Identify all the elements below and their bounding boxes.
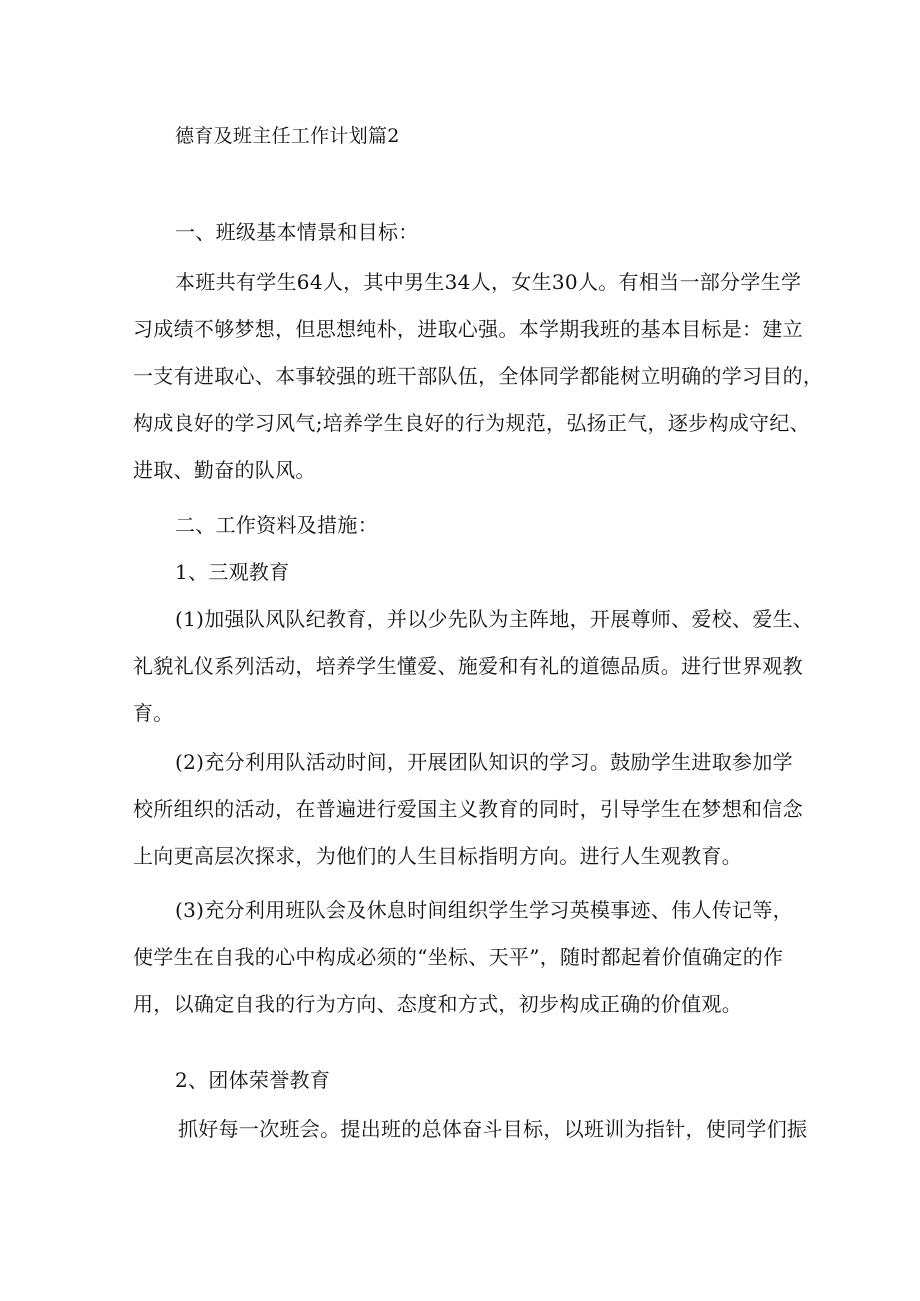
paragraph-line: 习成绩不够梦想，但思想纯朴，进取心强。本学期我班的基本目标是：建立 xyxy=(133,317,803,341)
paragraph-line: 本班共有学生64人，其中男生34人，女生30人。有相当一部分学生学 xyxy=(175,270,802,294)
subsection-heading-collective-honor: 2、团体荣誉教育 xyxy=(175,1068,331,1092)
paragraph-line: (2)充分利用队活动时间，开展团队知识的学习。鼓励学生进取参加学 xyxy=(175,750,793,774)
paragraph-line: 礼貌礼仪系列活动，培养学生懂爱、施爱和有礼的道德品质。进行世界观教 xyxy=(133,654,803,678)
paragraph-line: 用，以确定自我的行为方向、态度和方式，初步构成正确的价值观。 xyxy=(133,992,742,1016)
document-title: 德育及班主任工作计划篇2 xyxy=(175,125,400,147)
paragraph-line: (3)充分利用班队会及休息时间组织学生学习英模事迹、伟人传记等， xyxy=(175,898,793,922)
paragraph-line: 抓好每一次班会。提出班的总体奋斗目标，以班训为指针，使同学们振 xyxy=(178,1117,808,1141)
subsection-heading-three-views: 1、三观教育 xyxy=(175,560,290,584)
paragraph-line: 进取、勤奋的队风。 xyxy=(133,458,316,482)
paragraph-line: 使学生在自我的心中构成必须的“坐标、天平”，随时都起着价值确定的作 xyxy=(133,945,784,969)
paragraph-line: 育。 xyxy=(133,701,174,725)
paragraph-line: (1)加强队风队纪教育，并以少先队为主阵地，开展尊师、爱校、爱生、 xyxy=(175,607,814,631)
paragraph-line: 一支有进取心、本事较强的班干部队伍，全体同学都能树立明确的学习目的， xyxy=(133,364,824,388)
section-heading-basic-situation: 一、班级基本情景和目标： xyxy=(175,220,419,244)
paragraph-line: 校所组织的活动，在普遍进行爱国主义教育的同时，引导学生在梦想和信念 xyxy=(133,797,803,821)
paragraph-line: 上向更高层次探求，为他们的人生目标指明方向。进行人生观教育。 xyxy=(133,844,742,868)
paragraph-line: 构成良好的学习风气;培养学生良好的行为规范，弘扬正气，逐步构成守纪、 xyxy=(133,411,810,435)
section-heading-work-content: 二、工作资料及措施： xyxy=(175,513,378,537)
